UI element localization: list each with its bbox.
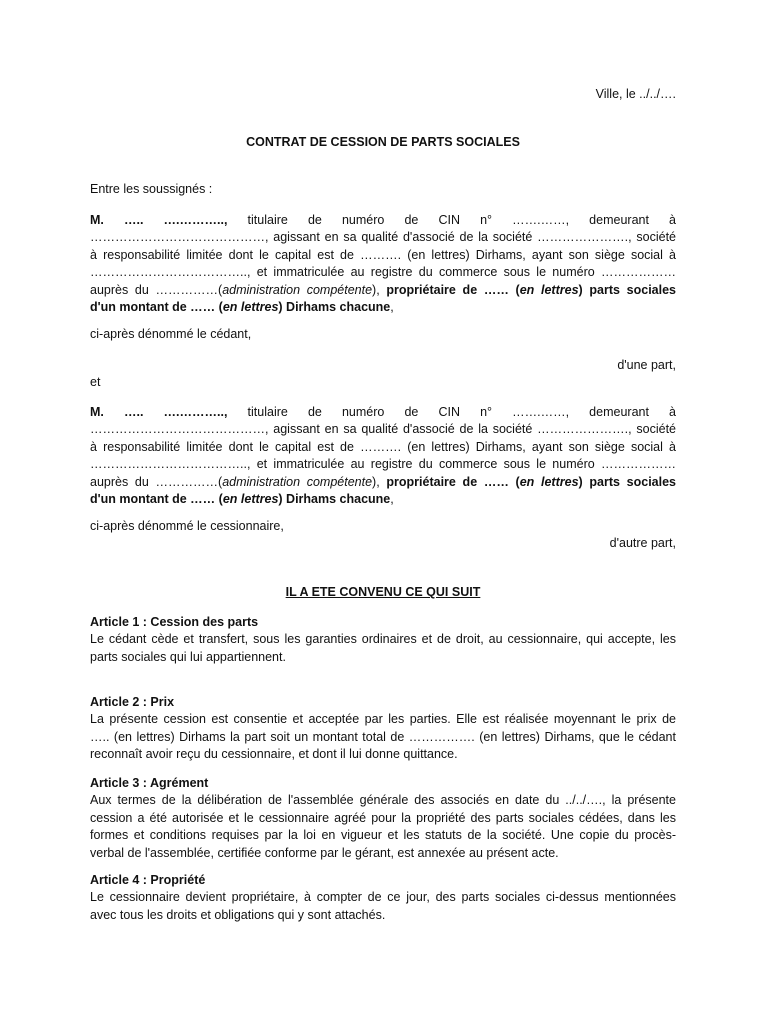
text-span: propriétaire de …… ( [386,282,520,297]
text-span: administration compétente [222,474,373,489]
article-3 [90,775,676,862]
text-span: ) parts sociales [578,474,677,489]
text-span: d'un montant de …… ( [90,300,223,315]
party-cessionnaire-block [90,404,676,508]
cedant-closing: d'une part, [617,358,676,372]
party-line: ……………………………….., et immatriculée au registre du commerce sous le numéro ……………… [90,265,676,280]
party-line [90,299,676,316]
text-span: administration compétente [222,282,373,297]
cessionnaire-designation: ci-après dénommé le cessionnaire, [90,519,284,533]
article-title: Article 1 : Cession des parts [90,615,259,629]
text-span: d'un montant de …… ( [90,492,223,507]
article-2 [90,694,676,764]
agreement-heading: IL A ETE CONVENU CE QUI SUIT [285,585,481,599]
text-span: ), [372,474,387,489]
party-name: M. ….. ….……….., [90,405,228,419]
article-line: reconnaît avoir reçu du cessionnaire, et dont il lui donne quittance. [90,747,458,762]
party-id-text: titulaire de numéro de CIN n° …….……, demeurant à [247,213,676,227]
article-title: Article 2 : Prix [90,695,175,709]
party-line [90,282,676,299]
article-line: formes et conditions requises par la loi en vigueur et les statuts de la société. Une copie du procès- [90,828,676,843]
article-line: verbal de l'assemblée, certifiée conforme par le gérant, est annexée au présent acte. [90,845,559,860]
party-line [90,474,676,491]
text-span: , [390,492,394,507]
party-line: ……………………………….., et immatriculée au registre du commerce sous le numéro ……………… [90,457,676,472]
text-span: en lettres [519,474,579,489]
party-line [90,491,676,508]
article-line: Aux termes de la délibération de l'assemblée générale des associés en date du ../../…., la présente [90,793,676,808]
party-line [90,404,676,421]
cessionnaire-closing: d'autre part, [609,536,676,550]
text-span: ), [372,282,387,297]
article-4 [90,872,676,924]
article-1 [90,614,676,666]
text-span: en lettres [222,300,279,315]
text-span: , [390,300,394,315]
text-span: en lettres [519,282,579,297]
article-title: Article 4 : Propriété [90,873,206,887]
article-title: Article 3 : Agrément [90,776,209,790]
connector-et: et [90,375,101,389]
text-span: ) Dirhams chacune [278,300,391,315]
party-cedant-block [90,212,676,316]
party-id-text: titulaire de numéro de CIN n° …….……, demeurant à [247,405,676,419]
article-line: Le cédant cède et transfert, sous les garanties ordinaires et de droit, au cessionnaire, qui accepte, les [90,632,676,647]
intro-text: Entre les soussignés : [90,182,213,196]
party-line: à responsabilité limitée dont le capital est de ………. (en lettres) Dirhams, ayant son siège social à [90,247,676,262]
article-line: avec tous les droits et obligations qui y sont attachés. [90,907,386,922]
article-line: cession a été autorisée et le cessionnaire agréé pour la propriété des parts sociales cédées, dans les [90,810,676,825]
article-line: parts sociales qui lui appartiennent. [90,649,286,664]
text-span: en lettres [222,492,279,507]
text-span: ) parts sociales [578,282,677,297]
party-name: M. ….. ….……….., [90,213,228,227]
text-span: propriétaire de …… ( [386,474,520,489]
article-line: La présente cession est consentie et acceptée par les parties. Elle est réalisée moyennant le prix de [90,712,676,727]
article-line: ….. (en lettres) Dirhams la part soit un montant total de ……………. (en lettres) Dirhams, que le cédant [90,729,676,744]
city-date: Ville, le ../../…. [595,87,676,101]
party-line [90,212,676,229]
text-span: ) Dirhams chacune [278,492,391,507]
text-span: auprès du ……………( [90,474,223,489]
article-line: Le cessionnaire devient propriétaire, à compter de ce jour, des parts sociales ci-dessus mentionnées [90,890,676,905]
document-title: CONTRAT DE CESSION DE PARTS SOCIALES [246,135,520,149]
text-span: auprès du ……………( [90,282,223,297]
party-line: ……………………………………, agissant en sa qualité d'associé de la société …………………., société [90,422,676,437]
cedant-designation: ci-après dénommé le cédant, [90,327,252,341]
party-line: ……………………………………, agissant en sa qualité d'associé de la société …………………., société [90,230,676,245]
party-line: à responsabilité limitée dont le capital est de ………. (en lettres) Dirhams, ayant son siège social à [90,439,676,454]
